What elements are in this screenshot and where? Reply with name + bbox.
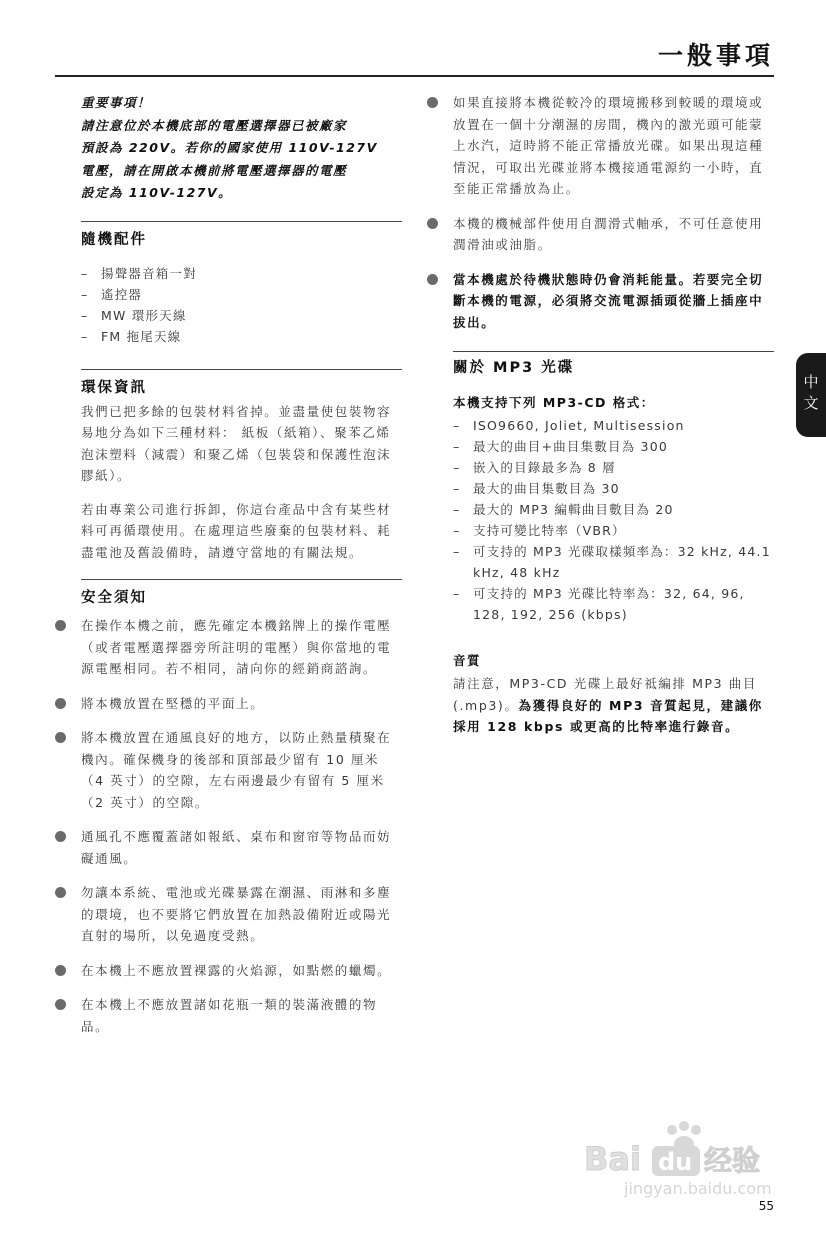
list-item: 勿讓本系統、電池或光碟暴露在潮濕、雨淋和多塵的環境，也不要將它們放置在加熱設備附近或陽光直射的場所，以免過度受熱。 bbox=[55, 882, 402, 947]
section-title: 安全須知 bbox=[81, 590, 147, 606]
section-divider bbox=[81, 221, 402, 222]
important-notice bbox=[55, 92, 402, 205]
language-tab: 中文 bbox=[796, 353, 826, 437]
supported-formats-title: 本機支持下列 MP3-CD 格式： bbox=[453, 395, 655, 410]
list-item: – MW 環形天線 bbox=[81, 307, 187, 323]
list-item: – ISO9660, Joliet, Multisession bbox=[453, 418, 685, 433]
list-item: – 嵌入的目錄最多為 8 層 bbox=[453, 460, 616, 475]
bullet-icon bbox=[55, 831, 66, 842]
important-heading: 重要事項！ bbox=[81, 95, 152, 110]
bullet-icon bbox=[427, 274, 438, 285]
page-title: 一般事項 bbox=[657, 41, 774, 70]
list-item: 本機的機械部件使用自潤滑式軸承，不可任意使用潤滑油或油脂。 bbox=[427, 213, 774, 256]
left-column bbox=[55, 92, 402, 1050]
list-item: 如果直接將本機從較冷的環境搬移到較暖的環境或放置在一個十分潮濕的房間，機內的激光頭可能蒙上水汽，這時將不能正常播放光碟。如果出現這種情況，可取出光碟並將本機接通電源約一小時，直至能正常播放為止。 bbox=[427, 92, 774, 200]
list-item: – 可支持的 MP3 光碟比特率為：32, 64, 96, 128, 192, 256 (kbps) bbox=[453, 586, 745, 622]
bullet-icon bbox=[55, 620, 66, 631]
list-item: – 最大的曲目+曲目集數目為 300 bbox=[453, 439, 669, 454]
accessories-list bbox=[55, 263, 402, 347]
bullet-icon bbox=[427, 218, 438, 229]
paragraph: 我們已把多餘的包裝材料省掉。並盡量使包裝物容易地分為如下三種材料： 紙板（紙箱）、聚苯乙烯泡沫塑料（減震）和聚乙烯（包裝袋和保護性泡沫膠紙）。 bbox=[81, 403, 392, 483]
bullet-icon bbox=[55, 887, 66, 898]
page-number: 55 bbox=[758, 1199, 774, 1213]
supported-formats-list bbox=[427, 415, 774, 625]
section-divider bbox=[81, 369, 402, 370]
list-item: – 可支持的 MP3 光碟取樣頻率為：32 kHz, 44.1 kHz, 48 kHz bbox=[453, 544, 771, 580]
section-divider bbox=[453, 351, 774, 352]
safety-list bbox=[55, 615, 402, 1037]
paragraph: 若由專業公司進行拆卸，你這台產品中含有某些材料可再循環使用。在處理這些廢棄的包裝材料、耗盡電池及舊設備時，請遵守當地的有關法規。 bbox=[81, 501, 392, 560]
list-item: 在操作本機之前，應先確定本機銘牌上的操作電壓（或者電壓選擇器旁所註明的電壓）與你當地的電源電壓相同。若不相同，請向你的經銷商諮詢。 bbox=[55, 615, 402, 680]
list-item: – 最大的 MP3 編輯曲目數目為 20 bbox=[453, 502, 674, 517]
bullet-icon bbox=[427, 97, 438, 108]
list-item: – FM 拖尾天線 bbox=[81, 328, 182, 344]
list-item: 在本機上不應放置諸如花瓶一類的裝滿液體的物品。 bbox=[55, 994, 402, 1037]
list-item: – 支持可變比特率（VBR） bbox=[453, 523, 626, 538]
accessories-section bbox=[55, 221, 402, 347]
baidu-watermark bbox=[574, 1120, 774, 1200]
important-line: 請注意位於本機底部的電壓選擇器已被廠家 bbox=[81, 117, 348, 133]
top-rule bbox=[55, 75, 774, 77]
important-line: 電壓，請在開啟本機前將電壓選擇器的電壓 bbox=[81, 162, 348, 178]
mp3-section bbox=[427, 351, 774, 738]
list-item: 通風孔不應覆蓋諸如報紙、桌布和窗帘等物品而妨礙通風。 bbox=[55, 826, 402, 869]
section-divider bbox=[81, 579, 402, 580]
list-item: 在本機上不應放置裸露的火焰源，如點燃的蠟燭。 bbox=[55, 960, 402, 982]
section-title: 環保資訊 bbox=[81, 379, 147, 396]
sound-quality-text: 請注意，MP3-CD 光碟上最好祗編排 MP3 曲目(.mp3)。為獲得良好的 MP3 音質起見，建議你採用 128 kbps 或更高的比特率進行錄音。 bbox=[453, 676, 763, 734]
watermark-text: du bbox=[658, 1148, 693, 1176]
list-item: 當本機處於待機狀態時仍會消耗能量。若要完全切斷本機的電源，必須將交流電源插頭從牆上插座中拔出。 bbox=[427, 269, 774, 334]
notes-list bbox=[427, 92, 774, 333]
environment-section bbox=[55, 369, 402, 564]
watermark-text: 经验 bbox=[704, 1144, 761, 1177]
list-item: 將本機放置在堅穩的平面上。 bbox=[55, 693, 402, 715]
list-item: – 揚聲器音箱一對 bbox=[81, 265, 197, 281]
bullet-icon bbox=[55, 965, 66, 976]
safety-section bbox=[55, 579, 402, 1037]
list-item: – 遙控器 bbox=[81, 286, 143, 302]
section-title: 關於 MP3 光碟 bbox=[453, 360, 575, 376]
list-item: – 最大的曲目集數目為 30 bbox=[453, 481, 620, 496]
important-line: 預設為 220V。若你的國家使用 110V-127V bbox=[81, 140, 378, 155]
right-column bbox=[427, 92, 774, 750]
section-title: 隨機配件 bbox=[81, 231, 147, 248]
watermark-text: Bai bbox=[584, 1140, 641, 1178]
bullet-icon bbox=[55, 732, 66, 743]
watermark-url: jingyan.baidu.com bbox=[624, 1179, 772, 1198]
sound-quality-title: 音質 bbox=[453, 653, 482, 668]
bullet-icon bbox=[55, 698, 66, 709]
important-line: 設定為 110V-127V。 bbox=[81, 185, 233, 200]
bullet-icon bbox=[55, 999, 66, 1010]
list-item: 將本機放置在通風良好的地方，以防止熱量積聚在機內。確保機身的後部和頂部最少留有 10 厘米（4 英寸）的空隙，左右兩邊最少有留有 5 厘米（2 英寸）的空隙。 bbox=[55, 727, 402, 813]
